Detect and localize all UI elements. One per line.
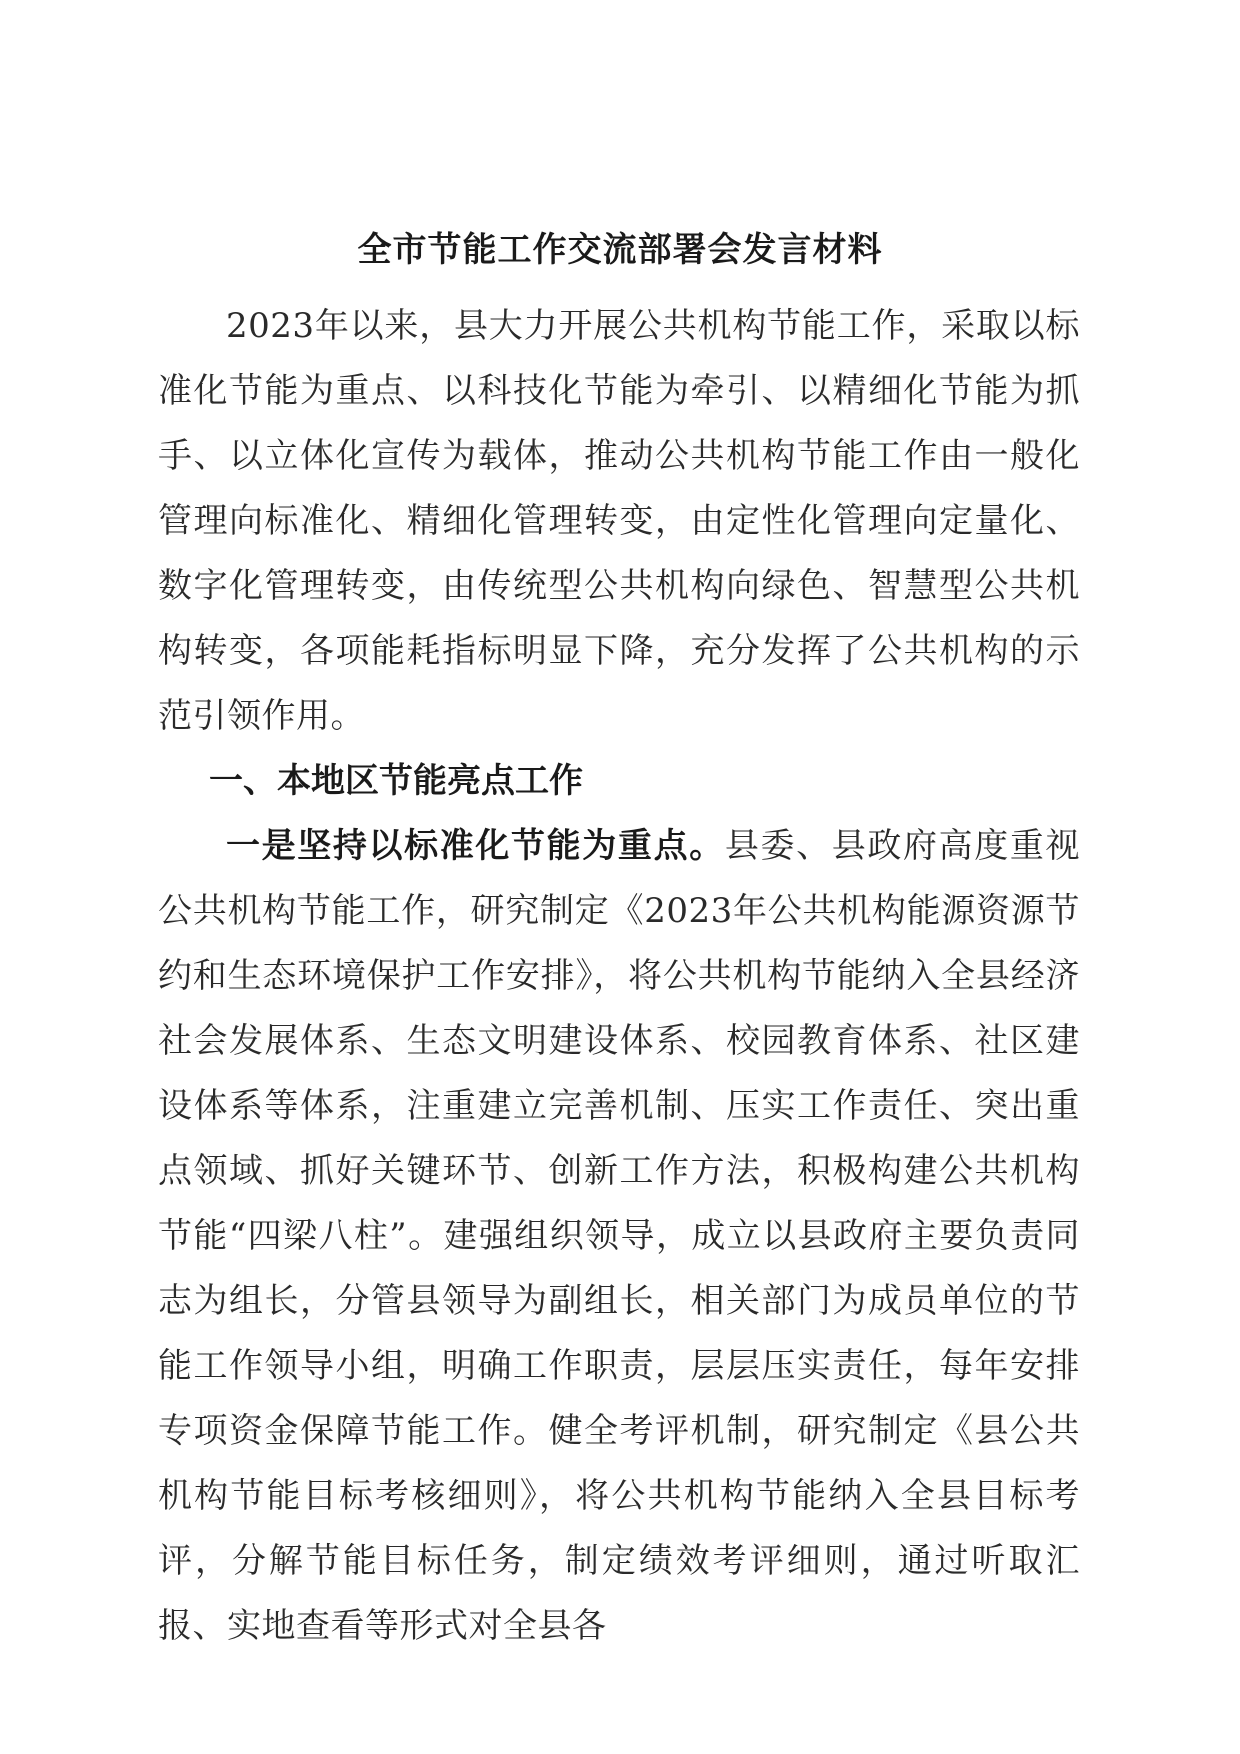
document-body [158, 294, 1080, 1659]
section-heading: 一、本地区节能亮点工作 [209, 761, 583, 801]
point-lead: 一是坚持以标准化节能为重点。 [226, 826, 725, 866]
document-title: 全市节能工作交流部署会发言材料 [357, 230, 883, 270]
point-text: 县委、县政府高度重视公共机构节能工作，研究制定《2023年公共机构能源资源节约和生态环境保护工作安排》，将公共机构节能纳入全县经济社会发展体系、生态文明建设体系、校园教育体系、社区建设体系等体系，注重建立完善机制、压实工作责任、突出重点领域、抓好关键环节、创新工作方法，积极构建公共机构节能“四梁八柱”。建强组织领导，成立以县政府主要负责同志为组长，分管县领导为副组长，相关部门为成员单位的节能工作领导小组，明确工作职责，层层压实责任，每年安排专项资金保障节能工作。健全考评机制，研究制定《县公共机构节能目标考核细则》，将公共机构节能纳入全县目标考评，分解节能目标任务，制定绩效考评细则，通过听取汇报、实地查看等形式对全县各 [158, 826, 1081, 1646]
intro-paragraph: 2023年以来，县大力开展公共机构节能工作，采取以标准化节能为重点、以科技化节能为牵引、以精细化节能为抓手、以立体化宣传为载体，推动公共机构节能工作由一般化管理向标准化、精细化管理转变，由定性化管理向定量化、数字化管理转变，由传统型公共机构向绿色、智慧型公共机构转变，各项能耗指标明显下降，充分发挥了公共机构的示范引领作用。 [158, 306, 1080, 736]
point-paragraph [158, 814, 1080, 1659]
